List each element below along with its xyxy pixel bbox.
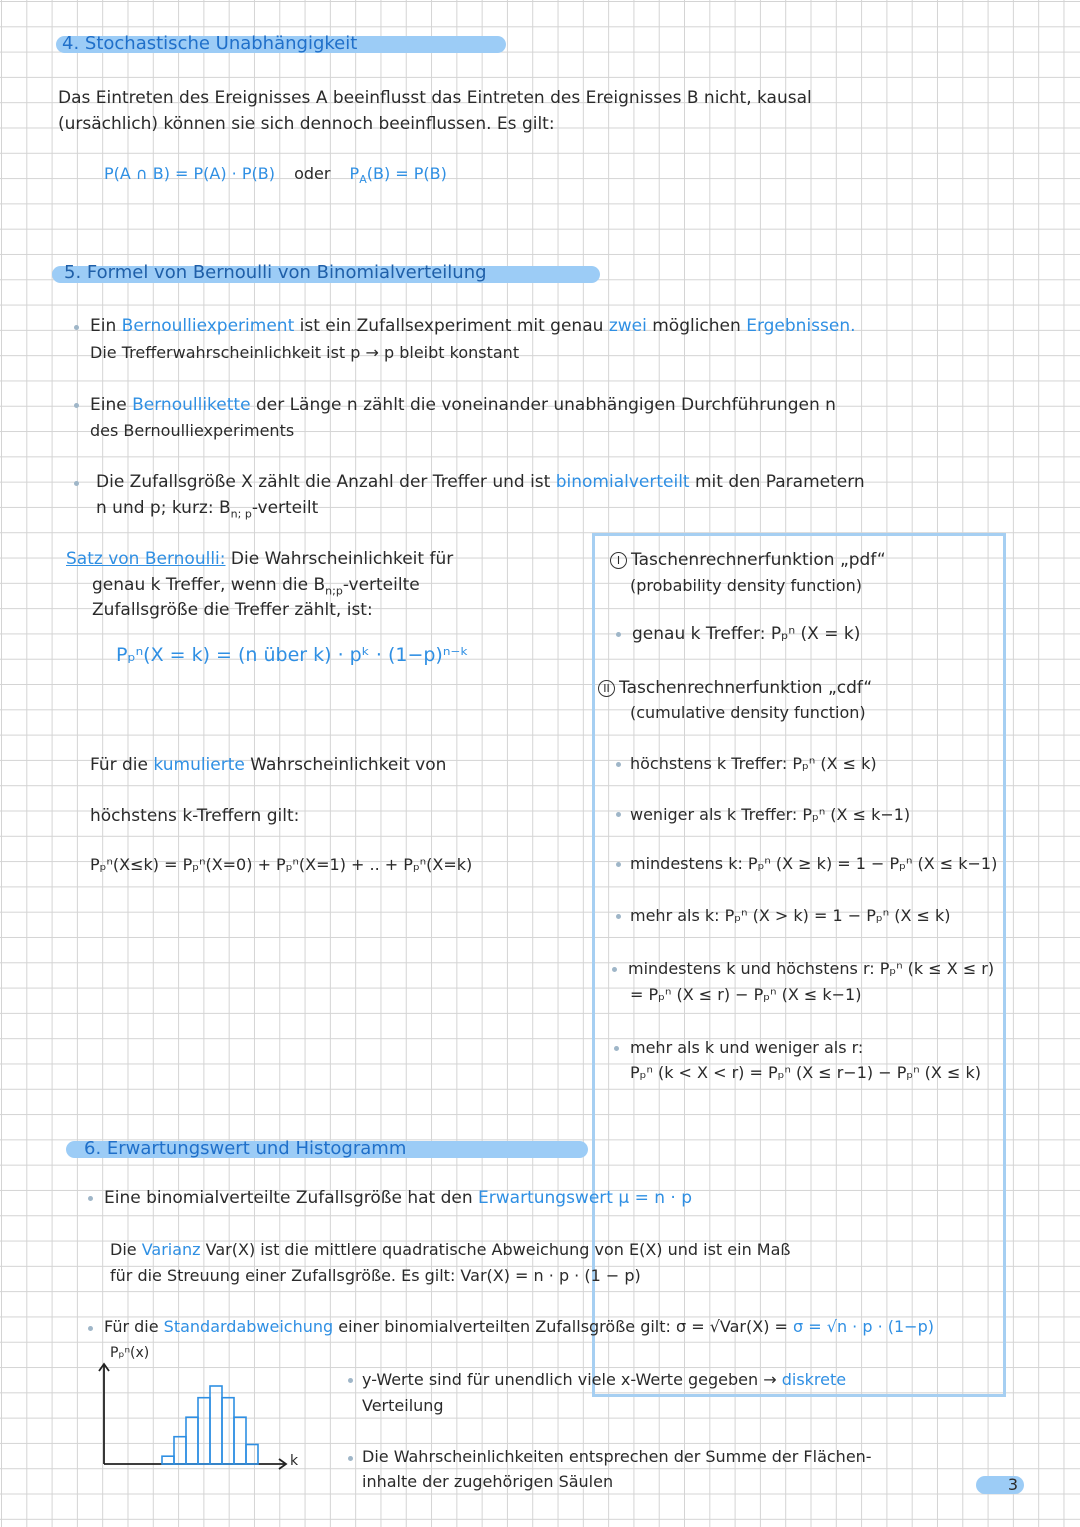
term-ergebnissen: Ergebnissen. — [746, 316, 856, 336]
term-bernoullikette: Bernoullikette — [132, 395, 251, 415]
term-varianz: Varianz — [141, 1240, 201, 1259]
numeral-one-icon: I — [610, 552, 627, 569]
n1-pre: y-Werte sind für unendlich viele x-Werte gegeben → — [362, 1370, 777, 1389]
term-diskrete: diskrete — [781, 1370, 847, 1389]
term-sigma-formula: σ = √n · p · (1−p) — [793, 1317, 934, 1336]
bullet-dot — [74, 325, 79, 330]
b2-post: der Länge n zählt die voneinander unabhängigen Durchführungen n — [255, 395, 836, 415]
e2-post: Var(X) ist die mittlere quadratische Abweichung von E(X) und ist ein Maß — [205, 1240, 791, 1259]
bullet-dot — [612, 967, 617, 972]
histogram-bar — [210, 1386, 222, 1464]
histogram-bar — [174, 1437, 186, 1464]
b3-l2-post: -verteilt — [251, 498, 319, 518]
term-kumulierte: kumulierte — [153, 755, 245, 775]
cdf-item-weniger: weniger als k Treffer: Pₚⁿ (X ≤ k−1) — [630, 805, 911, 824]
s4-text-line1: Das Eintreten des Ereignisses A beeinflusst das Eintreten des Ereignisses B nicht, kausal — [58, 88, 812, 108]
page-number: 3 — [976, 1476, 1024, 1494]
term-binomialverteilt: binomialverteilt — [555, 472, 690, 492]
numeral-two-icon: II — [598, 680, 615, 697]
satz-l2-sub: n;p — [325, 584, 343, 598]
bullet-dot — [88, 1326, 93, 1331]
bullet-dot — [616, 762, 621, 767]
histogram-bar — [234, 1417, 246, 1464]
histogram-bar — [246, 1445, 258, 1465]
kum-post: Wahrscheinlichkeit von — [250, 755, 447, 775]
histogram-y-label: Pₚⁿ(x) — [110, 1345, 150, 1361]
histogram-bar — [198, 1398, 210, 1464]
satz-l2-post: -verteilte — [342, 575, 420, 595]
bullet-dot — [616, 632, 621, 637]
s6-standardabweichung-line — [104, 1317, 934, 1336]
s6-note2-line1: Die Wahrscheinlichkeiten entsprechen der Summe der Flächen- — [362, 1447, 872, 1466]
e3-pre: Für die — [104, 1317, 159, 1336]
term-bernoulliexperiment: Bernoulliexperiment — [121, 316, 295, 336]
term-standardabweichung: Standardabweichung — [163, 1317, 334, 1336]
bullet-dot — [616, 862, 621, 867]
satz-von-bernoulli-label: Satz von Bernoulli: — [66, 549, 226, 569]
histogram — [96, 1360, 306, 1472]
b3-l2-sub: n; p — [230, 507, 252, 521]
cdf-item-k-bis-r-line1: mindestens k und höchstens r: Pₚⁿ (k ≤ X ≤ r) — [628, 959, 995, 978]
section-5-title: 5. Formel von Bernoulli von Binomialverteilung — [64, 262, 487, 283]
formula-b-pre: P — [349, 164, 360, 183]
kum-line2: höchstens k-Treffern gilt: — [90, 806, 300, 826]
s6-note1-line2: Verteilung — [362, 1396, 444, 1415]
s4-text-line2: (ursächlich) können sie sich dennoch beeinflussen. Es gilt: — [58, 114, 555, 134]
s4-formula — [104, 164, 447, 186]
s6-erwartungswert-line — [104, 1188, 692, 1208]
bullet-dot — [88, 1196, 93, 1201]
bullet-dot — [348, 1456, 353, 1461]
s6-varianz-line1 — [110, 1240, 790, 1259]
b3-post: mit den Parametern — [695, 472, 865, 492]
b3-l2-pre: n und p; kurz: B — [96, 498, 231, 518]
pdf-item: genau k Treffer: Pₚⁿ (X = k) — [632, 624, 861, 644]
cdf-item-between-line2: Pₚⁿ (k < X < r) = Pₚⁿ (X ≤ r−1) − Pₚⁿ (X ≤ k) — [630, 1063, 981, 1082]
bullet-dot — [348, 1378, 353, 1383]
cdf-subtitle: (cumulative density function) — [630, 703, 866, 722]
histogram-bar — [162, 1456, 174, 1464]
e1-pre: Eine binomialverteilte Zufallsgröße hat den — [104, 1188, 473, 1208]
s6-note1-line1 — [362, 1370, 846, 1389]
cdf-item-k-bis-r-line2: = Pₚⁿ (X ≤ r) − Pₚⁿ (X ≤ k−1) — [630, 985, 862, 1004]
kum-line1 — [90, 755, 446, 775]
satz-line1 — [66, 549, 453, 569]
histogram-bar — [222, 1398, 234, 1464]
cdf-item-mindestens: mindestens k: Pₚⁿ (X ≥ k) = 1 − Pₚⁿ (X ≤ k−1) — [630, 854, 998, 873]
term-erwartungswert: Erwartungswert μ = n · p — [478, 1188, 693, 1208]
bernoulli-formula: Pₚⁿ(X = k) = (n über k) · pᵏ · (1−p)ⁿ⁻ᵏ — [116, 644, 469, 666]
pdf-title — [610, 550, 886, 570]
s5-bullet3-line1 — [96, 472, 865, 492]
pdf-subtitle: (probability density function) — [630, 576, 863, 595]
cdf-title — [598, 678, 872, 698]
formula-b-post: (B) = P(B) — [366, 164, 447, 183]
bullet-dot — [74, 481, 79, 486]
cdf-item-between-line1: mehr als k und weniger als r: — [630, 1038, 864, 1057]
histogram-bar — [186, 1417, 198, 1464]
cdf-title-text: Taschenrechnerfunktion „cdf“ — [619, 678, 873, 698]
independence-formula-conditional — [349, 164, 447, 187]
pdf-title-text: Taschenrechnerfunktion „pdf“ — [631, 550, 886, 570]
formula-or: oder — [294, 164, 331, 183]
s5-bullet3-line2 — [96, 498, 318, 520]
satz-l2-pre: genau k Treffer, wenn die B — [92, 575, 326, 595]
kum-formula: Pₚⁿ(X≤k) = Pₚⁿ(X=0) + Pₚⁿ(X=1) + .. + Pₚⁿ(X=k) — [90, 855, 473, 874]
b1-mid2: möglichen — [652, 316, 741, 336]
bullet-dot — [616, 812, 621, 817]
histogram-x-label: k — [290, 1453, 299, 1469]
s5-bullet2-line1 — [90, 395, 836, 415]
b1-pre: Ein — [90, 316, 117, 336]
b3-pre: Die Zufallsgröße X zählt die Anzahl der Treffer und ist — [96, 472, 551, 492]
formula-b-sub: A — [359, 173, 367, 187]
cdf-item-hoechstens: höchstens k Treffer: Pₚⁿ (X ≤ k) — [630, 754, 877, 773]
bullet-dot — [616, 914, 621, 919]
cdf-item-mehr: mehr als k: Pₚⁿ (X > k) = 1 − Pₚⁿ (X ≤ k) — [630, 906, 951, 925]
satz-line3: Zufallsgröße die Treffer zählt, ist: — [92, 600, 373, 620]
satz-line2 — [92, 575, 420, 597]
s5-bullet1-line1 — [90, 316, 856, 336]
e3-post: einer binomialverteilten Zufallsgröße gilt: σ = √Var(X) = — [338, 1317, 788, 1336]
s5-bullet2-line2: des Bernoulliexperiments — [90, 421, 295, 440]
s5-bullet1-line2: Die Trefferwahrscheinlichkeit ist p → p bleibt konstant — [90, 343, 520, 362]
s6-note2-line2: inhalte der zugehörigen Säulen — [362, 1472, 614, 1491]
kum-pre: Für die — [90, 755, 148, 775]
section-4-title: 4. Stochastische Unabhängigkeit — [62, 33, 358, 54]
s6-varianz-line2: für die Streuung einer Zufallsgröße. Es gilt: Var(X) = n · p · (1 − p) — [110, 1266, 641, 1285]
independence-formula-product: P(A ∩ B) = P(A) · P(B) — [104, 164, 275, 183]
section-6-title: 6. Erwartungswert und Histogramm — [84, 1138, 407, 1159]
satz-text1: Die Wahrscheinlichkeit für — [230, 549, 454, 569]
bullet-dot — [614, 1046, 619, 1051]
b1-mid: ist ein Zufallsexperiment mit genau — [299, 316, 604, 336]
b2-pre: Eine — [90, 395, 127, 415]
bullet-dot — [74, 403, 79, 408]
term-zwei: zwei — [608, 316, 647, 336]
e2-pre: Die — [110, 1240, 137, 1259]
